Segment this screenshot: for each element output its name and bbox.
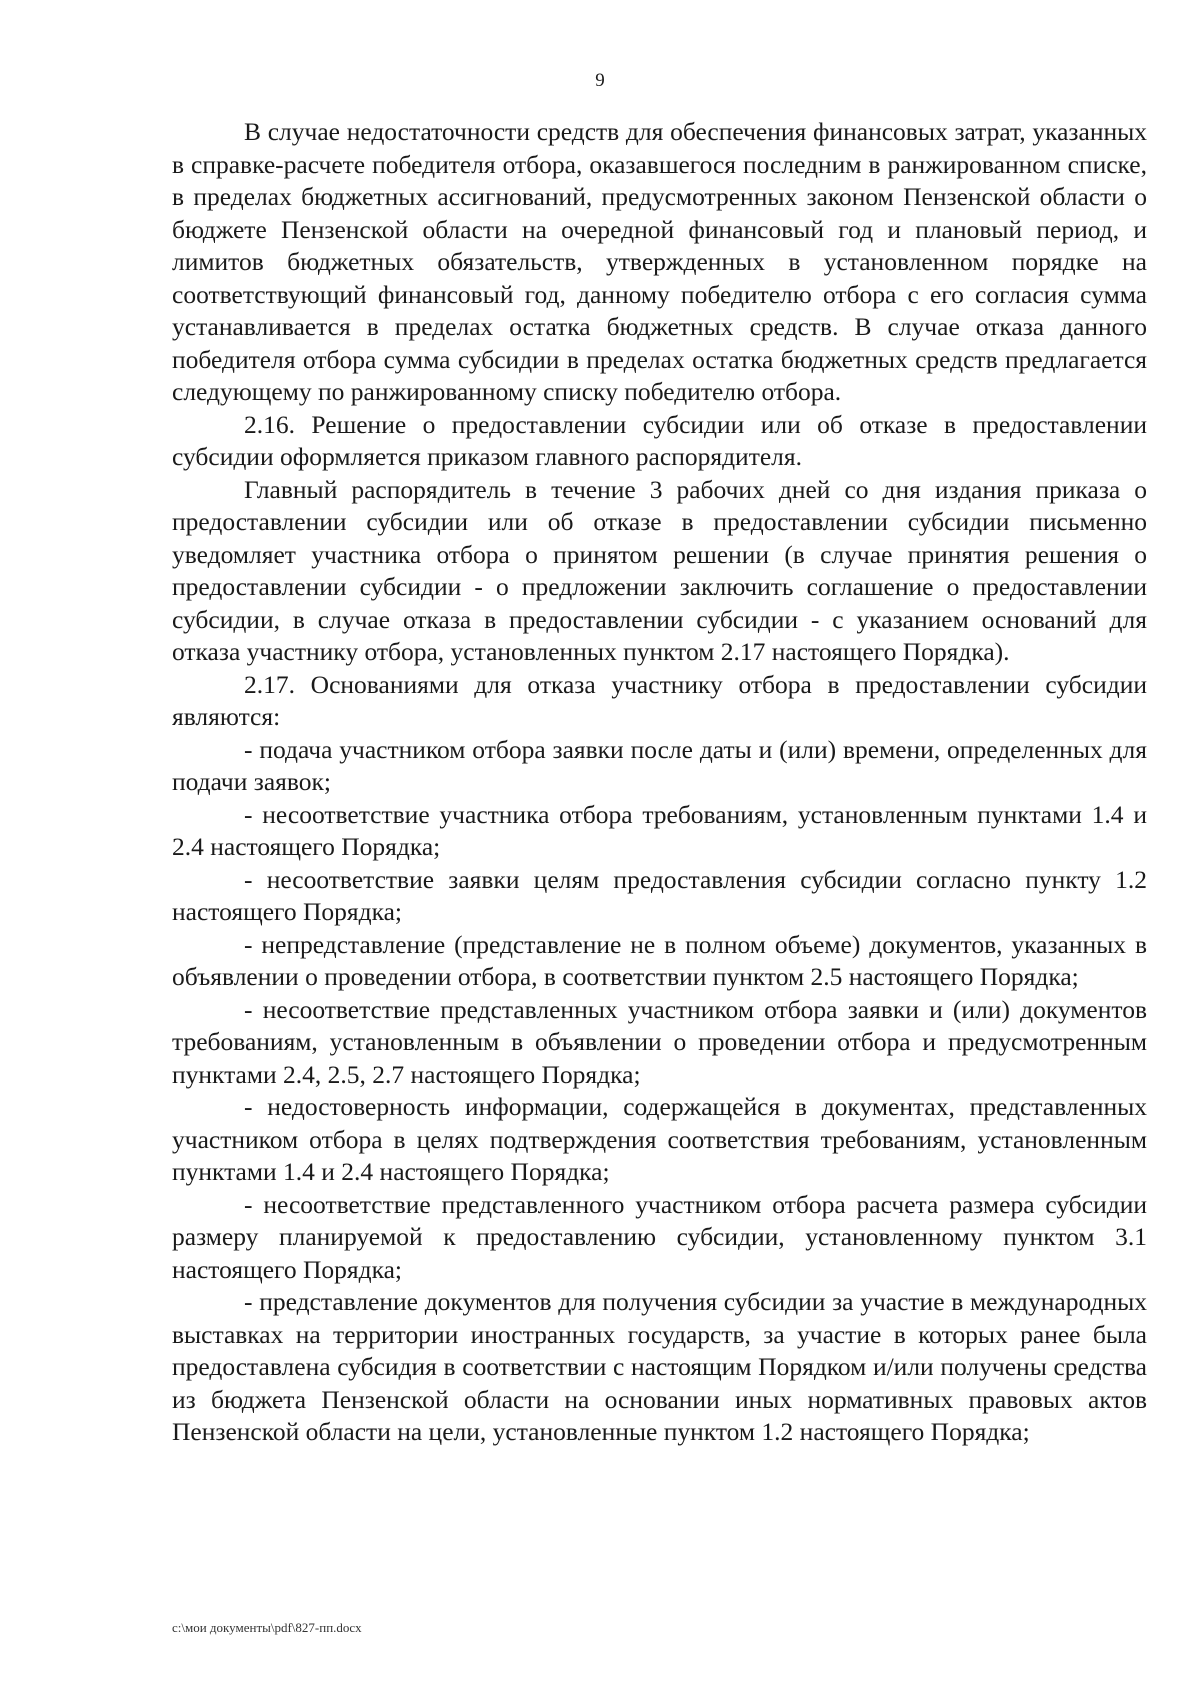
paragraph-notification: Главный распорядитель в течение 3 рабочих дней со дня издания приказа о предоставлении субсидии или об отказе в предоставлении субсидии письменно уведомляет участника отбора о принятом решении (в случае принятия решения о предоставлении субсидии - о предложении заключить соглашение о предоставлении субсидии, в случае отказа в предоставлении субсидии - с указанием оснований для отказа участнику отбора, установленных пунктом 2.17 настоящего Порядка). <box>172 474 1147 666</box>
footer-file-path: c:\мои документы\pdf\827-пп.docx <box>172 1620 362 1635</box>
list-item-late-application: - подача участником отбора заявки после даты и (или) времени, определенных для подачи заявок; <box>172 734 1147 796</box>
list-item-calculation-mismatch: - несоответствие представленного участником отбора расчета размера субсидии размеру планируемой к предоставлению субсидии, установленному пунктом 3.1 настоящего Порядка; <box>172 1189 1147 1284</box>
document-body <box>172 116 1147 1449</box>
paragraph-insufficient-funds: В случае недостаточности средств для обеспечения финансовых затрат, указанных в справке-расчете победителя отбора, оказавшегося последним в ранжированном списке, в пределах бюджетных ассигнований, предусмотренных законом Пензенской области о бюджете Пензенской области на очередной финансовый год и плановый период, и лимитов бюджетных обязательств, утвержденных в установленном порядке на соответствующий финансовый год, данному победителю отбора с его согласия сумма устанавливается в пределах остатка бюджетных средств. В случае отказа данного победителя отбора сумма субсидии в пределах остатка бюджетных средств предлагается следующему по ранжированному списку победителю отбора. <box>172 117 1147 406</box>
list-item-missing-documents: - непредставление (представление не в полном объеме) документов, указанных в объявлении о проведении отбора, в соответствии пунктом 2.5 настоящего Порядка; <box>172 929 1147 991</box>
list-item-participant-mismatch: - несоответствие участника отбора требованиям, установленным пунктами 1.4 и 2.4 настоящего Порядка; <box>172 799 1147 861</box>
list-item-purpose-mismatch: - несоответствие заявки целям предоставления субсидии согласно пункту 1.2 настоящего Порядка; <box>172 864 1147 926</box>
paragraph-2-16: 2.16. Решение о предоставлении субсидии или об отказе в предоставлении субсидии оформляется приказом главного распорядителя. <box>172 409 1147 471</box>
list-item-documents-mismatch: - несоответствие представленных участником отбора заявки и (или) документов требованиям, установленным в объявлении о проведении отбора и предусмотренным пунктами 2.4, 2.5, 2.7 настоящего Порядка; <box>172 994 1147 1089</box>
page-number: 9 <box>595 70 605 91</box>
list-item-unreliable-info: - недостоверность информации, содержащейся в документах, представленных участником отбора в целях подтверждения соответствия требованиям, установленным пунктами 1.4 и 2.4 настоящего Порядка; <box>172 1092 1147 1186</box>
list-item-duplicate-subsidy: - представление документов для получения субсидии за участие в международных выставках на территории иностранных государств, за участие в которых ранее была предоставлена субсидия в соответствии с настоящим Порядком и/или получены средства из бюджета Пензенской области на основании иных нормативных правовых актов Пензенской области на цели, установленные пунктом 1.2 настоящего Порядка; <box>172 1287 1147 1446</box>
paragraph-2-17: 2.17. Основаниями для отказа участнику отбора в предоставлении субсидии являются: <box>172 669 1147 731</box>
